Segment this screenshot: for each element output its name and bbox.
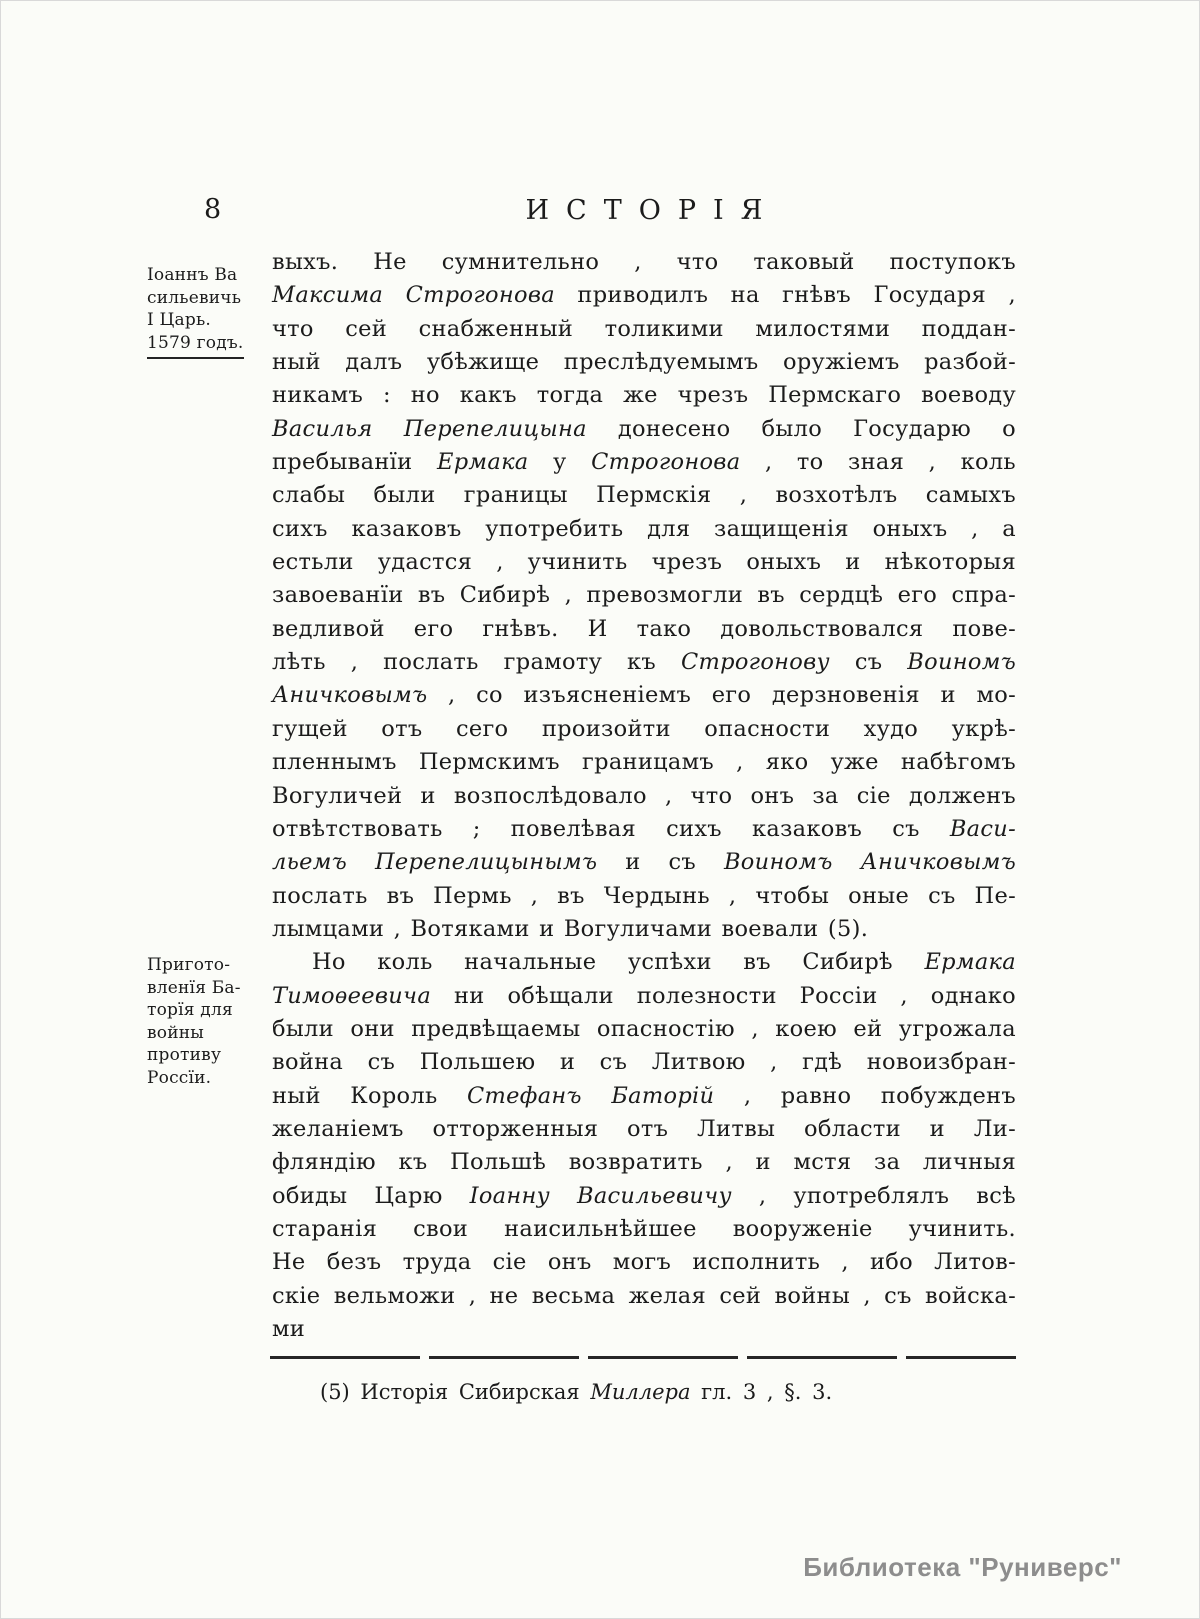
margin-note-line: 1579 годъ. — [147, 332, 244, 360]
text-segment: Вогуличей и возпослѣдовало , что онъ за сіе долженъ — [272, 782, 1016, 809]
body-text — [272, 246, 1016, 1346]
text-line — [272, 1213, 1016, 1246]
margin-note-line: Іоаннъ Ва — [147, 265, 238, 285]
text-segment: война съ Польшею и съ Литвою , гдѣ новоизбран- — [272, 1049, 1016, 1076]
text-segment: Максима Строгонова — [272, 282, 555, 309]
text-segment: слабы были границы Пермскія , возхотѣлъ самыхъ — [272, 482, 1016, 509]
text-segment: гл. 3 , §. 3. — [690, 1380, 833, 1404]
margin-note-line: торїя для — [147, 1000, 233, 1020]
text-segment: , употреблялъ всѣ — [731, 1182, 1016, 1209]
text-line — [272, 813, 1016, 846]
text-segment: скіе вельможи , не весьма желая сей войны , съ войска- — [272, 1282, 1016, 1309]
text-line — [272, 1046, 1016, 1079]
text-segment: сихъ казаковъ употребить для защищенія оныхъ , а — [272, 515, 1016, 542]
text-line — [272, 679, 1016, 712]
text-segment: Строгонову — [680, 649, 830, 676]
text-segment: , равно побужденъ — [714, 1082, 1017, 1109]
text-segment: ный далъ убѣжище преслѣдуемымъ оружіемъ разбой- — [272, 349, 1016, 376]
text-segment: Не безъ труда сіе онъ могъ исполнить , ибо Литов- — [272, 1249, 1016, 1276]
text-segment: выхъ. Не сумнительно , что таковый поступокъ — [272, 249, 1016, 275]
text-segment: обиды Царю — [272, 1182, 470, 1209]
text-line — [272, 546, 1016, 579]
margin-note-batory — [147, 954, 269, 1089]
text-line — [272, 1180, 1016, 1213]
text-segment: приводилъ на гнѣвъ Государя , — [554, 282, 1016, 309]
text-line — [272, 746, 1016, 779]
text-segment: старанія свои наисильнѣйшее вооруженіе учинить. — [272, 1215, 1016, 1242]
text-line — [272, 1246, 1016, 1279]
text-segment: Тимоѳеевича — [272, 982, 432, 1009]
text-line — [272, 246, 1016, 279]
text-line — [272, 613, 1016, 646]
text-segment: никамъ : но какъ тогда же чрезъ Пермскаго воеводу — [272, 382, 1016, 409]
margin-note-line: I Царь. — [147, 310, 212, 330]
margin-note-line: войны — [147, 1022, 204, 1043]
text-segment: Василья Перепелицына — [272, 415, 587, 442]
text-segment: завоеванїи въ Сибирѣ , превозмогли въ сердцѣ его спра- — [272, 582, 1016, 609]
text-segment: Миллера — [590, 1380, 691, 1404]
text-segment: , то зная , коль — [740, 449, 1016, 476]
text-line — [272, 980, 1016, 1013]
text-segment: и съ — [597, 849, 724, 876]
text-segment: (5) Исторія Сибирская — [320, 1380, 591, 1404]
text-line — [272, 1080, 1016, 1113]
text-segment: , со изъясненіемъ его дерзновенія и мо- — [427, 682, 1016, 709]
text-line — [272, 780, 1016, 813]
text-segment: донесено было Государю о — [586, 415, 1016, 442]
text-segment: пребыванїи — [272, 449, 437, 476]
text-segment: Воиномъ — [907, 649, 1016, 676]
margin-note-line: вленїя Ба- — [147, 977, 241, 998]
footnote-rule — [270, 1356, 1016, 1359]
text-line — [272, 880, 1016, 913]
text-segment: желаніемъ отторженныя отъ Литвы области и Ли- — [272, 1115, 1016, 1142]
text-segment: фляндію къ Польшѣ возвратить , и мстя за личныя — [272, 1149, 1016, 1176]
text-segment: были они предвѣщаемы опасностію , коею ей угрожала — [272, 1015, 1016, 1042]
text-line — [272, 313, 1016, 346]
text-segment: лымцами , Вотяками и Вогуличами воевали (5). — [272, 915, 869, 942]
text-segment: Стефанъ Баторій — [467, 1082, 715, 1109]
margin-note-line: Пригото- — [147, 955, 231, 975]
margin-note-line: сильевичь — [147, 287, 242, 308]
text-segment: льемъ Перепелицынымъ — [272, 849, 598, 876]
text-segment: ни обѣщали полезности Россіи , однако — [431, 982, 1016, 1009]
text-line — [272, 346, 1016, 379]
text-segment: Строгонова — [591, 449, 741, 476]
margin-note-line: Россїи. — [147, 1067, 212, 1088]
text-segment: Ермака — [436, 449, 529, 476]
footnote — [272, 1378, 1016, 1406]
text-segment: гущей отъ сего произойти опасности худо укрѣ- — [272, 715, 1016, 742]
text-line — [272, 413, 1016, 446]
text-line — [272, 579, 1016, 612]
text-segment: Аничковымъ — [272, 682, 428, 709]
text-segment: у — [528, 449, 592, 476]
text-segment: пленнымъ Пермскимъ границамъ , яко уже набѣгомъ — [272, 749, 1016, 776]
page-number: 8 — [204, 194, 222, 225]
text-segment: Воиномъ Аничковымъ — [723, 849, 1017, 876]
page-header-title: ИСТОРІЯ — [525, 195, 780, 226]
text-line — [272, 1113, 1016, 1146]
text-line — [272, 946, 1016, 979]
text-segment: съ — [829, 649, 908, 676]
text-segment: Васи- — [949, 815, 1016, 842]
text-segment: лѣть , послать грамоту къ — [272, 649, 681, 676]
text-segment: что сей снабженный толикими милостями поддан- — [272, 315, 1016, 342]
text-segment: естьли удастся , учинить чрезъ оныхъ и нѣкоторыя — [272, 549, 1016, 576]
text-segment: отвѣтствовать ; повелѣвая сихъ казаковъ съ — [272, 815, 950, 842]
catchword: ми — [272, 1316, 306, 1342]
text-line — [272, 1280, 1016, 1313]
text-line — [272, 446, 1016, 479]
text-segment: Но коль начальные успѣхи въ Сибирѣ — [312, 949, 925, 976]
text-line — [272, 379, 1016, 412]
text-line — [272, 479, 1016, 512]
text-line — [272, 513, 1016, 546]
text-line — [272, 913, 1016, 946]
text-segment: ный Король — [272, 1082, 468, 1109]
text-segment: послать въ Пермь , въ Чердынь , чтобы оные съ Пе- — [272, 882, 1016, 909]
text-segment: Ермака — [924, 949, 1016, 976]
text-segment: ведливой его гнѣвъ. И тако довольствовался пове- — [272, 615, 1016, 642]
text-line — [272, 646, 1016, 679]
text-line — [272, 1146, 1016, 1179]
margin-note-tsar-date — [147, 264, 269, 359]
margin-note-line: противу — [147, 1045, 222, 1065]
text-line — [272, 279, 1016, 312]
watermark: Библиотека "Руниверс" — [803, 1552, 1122, 1582]
text-segment: Іоанну Васильевичу — [469, 1182, 732, 1209]
text-line — [272, 1013, 1016, 1046]
text-line — [272, 846, 1016, 879]
text-line — [272, 713, 1016, 746]
